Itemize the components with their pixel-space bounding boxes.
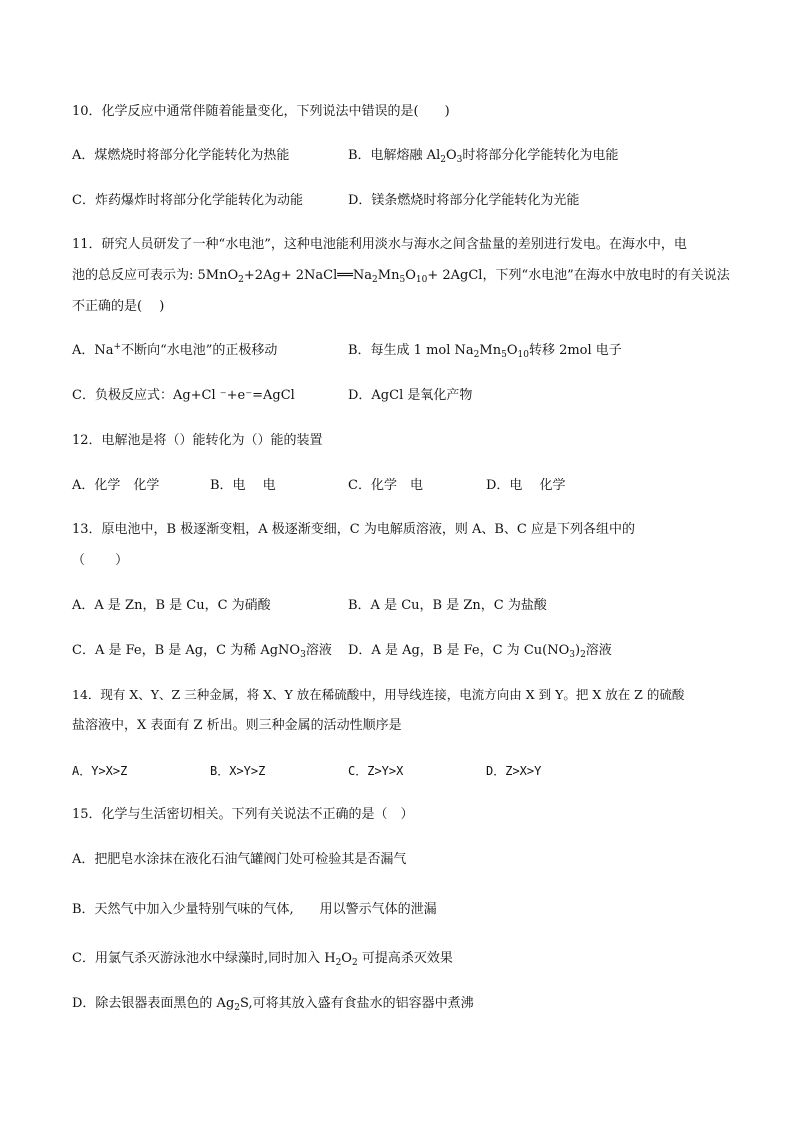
q12-stem: 12．电解池是将（）能转化为（）能的装置 <box>72 433 323 448</box>
q15-option-b: B．天然气中加入少量特别气味的气体, 用以警示气体的泄漏 <box>72 902 437 917</box>
q11-option-b: B．每生成 1 mol $Na_2Mn_5O_{10}$转移 2mol 电子 <box>348 343 622 360</box>
q13-stem-line1: 13．原电池中，B 极逐渐变粗，A 极逐渐变细，C 为电解质溶液，则 A、B、C 应是下列各组中的 <box>72 522 635 537</box>
q11-stem-line2: 池的总反应可表示为: $5MnO_2+2Ag+ 2NaCl══Na_2Mn_5O_{10}+$ 2AgCl，下列“水电池”在海水中放电时的有关说法 <box>72 268 730 285</box>
q11-option-a: A．Na+不断向“水电池”的正极移动 <box>72 342 278 358</box>
q10-option-a: A．煤燃烧时将部分化学能转化为热能 <box>72 148 290 163</box>
q14-option-b: B．X>Y>Z <box>210 764 266 778</box>
q13-option-b: B．A 是 Cu，B 是 Zn，C 为盐酸 <box>348 598 547 613</box>
q14-stem-line1: 14．现有 X、Y、Z 三种金属，将 X、Y 放在稀硫酸中，用导线连接，电流方向由 X 到 Y。把 X 放在 Z 的硫酸 <box>72 687 685 702</box>
q15-stem: 15．化学与生活密切相关。下列有关说法不正确的是（ ） <box>72 807 414 822</box>
q11-stem-line3: 不正确的是( ) <box>72 299 165 314</box>
q14-option-d: D．Z>X>Y <box>486 764 542 778</box>
q13-stem-line2: （ ） <box>72 553 129 568</box>
q14-option-c: C．Z>Y>X <box>348 764 404 778</box>
q12-option-b: B．电 电 <box>210 478 276 493</box>
q11-option-d: D．AgCl 是氧化产物 <box>348 388 473 403</box>
q15-option-a: A．把肥皂水涂抹在液化石油气罐阀门处可检验其是否漏气 <box>72 852 407 867</box>
q15-option-d: D．除去银器表面黑色的 $Ag_2S$,可将其放入盛有食盐水的铝容器中煮沸 <box>72 996 474 1013</box>
q13-option-a: A．A 是 Zn，B 是 Cu，C 为硝酸 <box>72 598 271 613</box>
q14-stem-line2: 盐溶液中，X 表面有 Z 析出。则三种金属的活动性顺序是 <box>72 718 402 733</box>
q14-option-a: A．Y>X>Z <box>72 764 128 778</box>
q10-option-d: D．镁条燃烧时将部分化学能转化为光能 <box>348 193 580 208</box>
q11-stem-line1: 11．研究人员研发了一种“水电池”，这种电池能利用淡水与海水之间含盐量的差别进行发电。在海水中，电 <box>72 237 687 252</box>
q10-option-c: C．炸药爆炸时将部分化学能转化为动能 <box>72 193 303 208</box>
q12-option-d: D．电 化学 <box>486 478 566 493</box>
q13-option-c: C．A 是 Fe，B 是 Ag，C 为稀 AgNO$_3$溶液 <box>72 643 332 660</box>
q10-stem: 10．化学反应中通常伴随着能量变化，下列说法中错误的是( ) <box>72 104 450 119</box>
q15-option-c: C．用氯气杀灭游泳池水中绿藻时,同时加入 $H_2O_2$ 可提高杀灭效果 <box>72 951 453 968</box>
q12-option-c: C．化学 电 <box>348 478 423 493</box>
q13-option-d: D．A 是 Ag，B 是 Fe，C 为 $Cu(NO_3)_2$溶液 <box>348 643 612 660</box>
q12-option-a: A．化学 化学 <box>72 478 160 493</box>
q10-option-b: B．电解熔融 $Al_2O_3$时将部分化学能转化为电能 <box>348 148 619 165</box>
q11-option-c: C．负极反应式：Ag+Cl ⁻+e⁻=AgCl <box>72 388 295 403</box>
